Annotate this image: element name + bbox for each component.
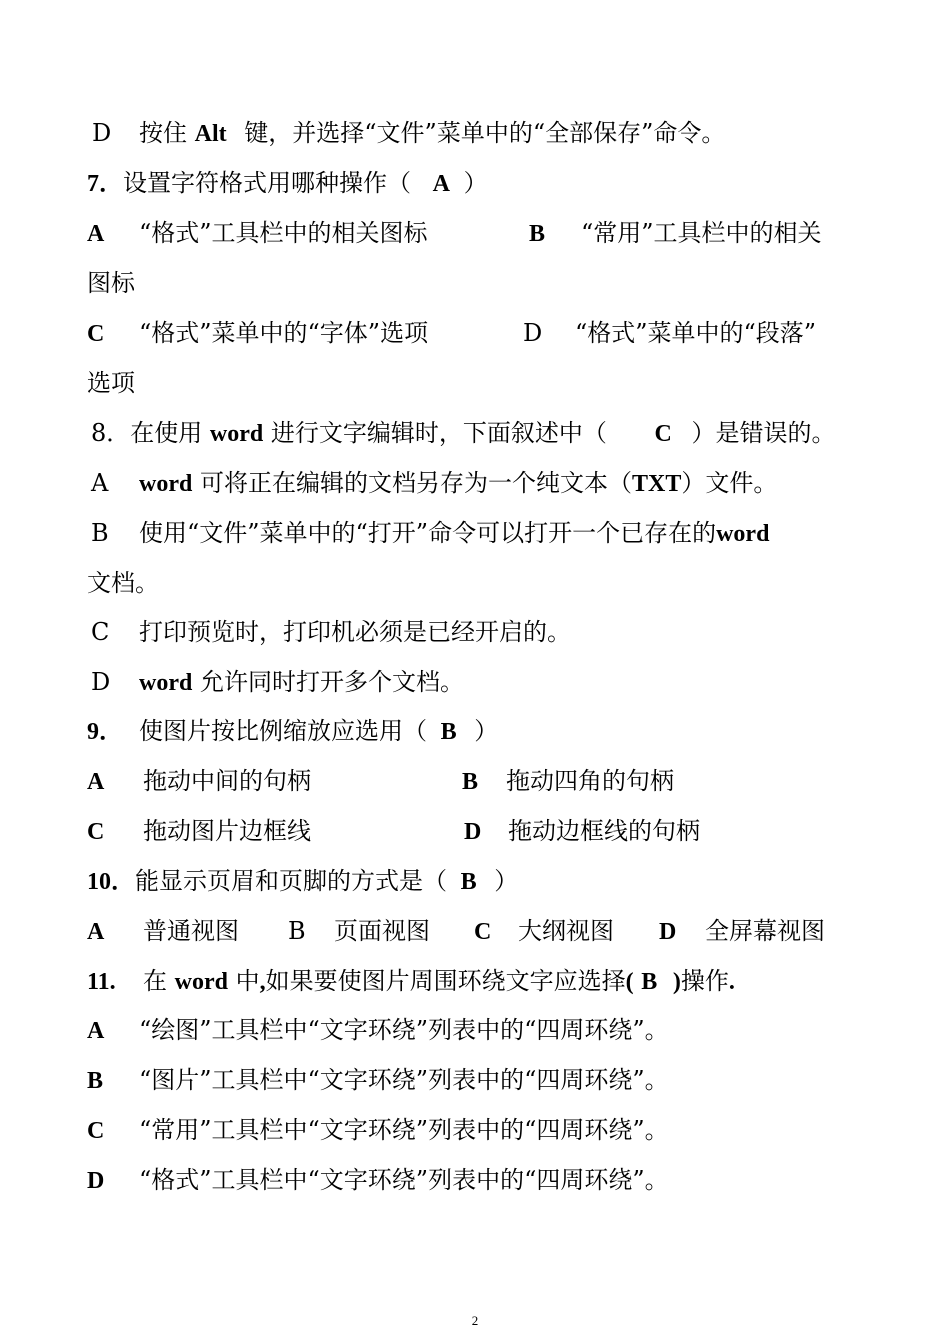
bracket: ） xyxy=(463,169,488,197)
answer: B xyxy=(460,869,477,895)
question-text: 设置字符格式用哪种操作（ xyxy=(123,169,411,197)
question-11 xyxy=(87,966,735,997)
question-9 xyxy=(87,716,498,747)
question-text: 进行文字编辑时，下面叙述中（ xyxy=(270,419,607,447)
question-number: 7． xyxy=(87,171,123,197)
option-label: C xyxy=(87,819,105,845)
punctuation: . xyxy=(728,969,735,995)
option-label: B xyxy=(288,917,306,945)
option-text: 拖动边框线的句柄 xyxy=(508,817,700,845)
option-label: C xyxy=(91,618,110,646)
question-number: 9． xyxy=(87,719,123,745)
q10-option-c xyxy=(474,916,614,947)
q10-option-d xyxy=(659,916,825,947)
option-label: A xyxy=(91,469,109,497)
option-label: A xyxy=(87,221,105,247)
q8-option-a xyxy=(87,468,777,499)
option-text: “图片”工具栏中“文字环绕”列表中的“四周环绕”。 xyxy=(139,1066,669,1094)
keyword: word xyxy=(716,521,770,547)
option-text: “格式”工具栏中的相关图标 xyxy=(139,219,428,247)
q9-option-a xyxy=(87,766,311,797)
q8-option-d xyxy=(87,667,464,698)
option-text: 页面视图 xyxy=(334,917,430,945)
keyword: TXT xyxy=(631,471,682,497)
answer: B xyxy=(440,719,457,745)
question-8 xyxy=(91,418,836,449)
q8-option-b xyxy=(87,518,769,549)
option-label: B xyxy=(91,519,109,547)
option-label: D xyxy=(87,1168,105,1194)
q9-option-c xyxy=(87,816,311,847)
option-label: B xyxy=(529,221,546,247)
option-label: C xyxy=(474,919,492,945)
q11-option-c xyxy=(87,1115,669,1146)
option-text: 大纲视图 xyxy=(518,917,614,945)
keyword: Alt xyxy=(194,121,227,147)
punctuation: , xyxy=(259,969,266,995)
answer: A xyxy=(432,171,450,197)
q7-option-b xyxy=(529,218,822,249)
option-text: 打印预览时，打印机必须是已经开启的。 xyxy=(139,618,571,646)
question-text: ）是错误的。 xyxy=(691,419,836,447)
question-10 xyxy=(87,866,518,897)
question-number: 11. xyxy=(87,969,116,995)
q11-option-a xyxy=(87,1015,669,1046)
option-label: D xyxy=(464,819,482,845)
answer: B xyxy=(641,969,658,995)
option-text: 可将正在编辑的文档另存为一个纯文本（ xyxy=(199,469,632,497)
option-label: A xyxy=(87,919,105,945)
option-label: B xyxy=(87,1068,104,1094)
q11-option-d xyxy=(87,1165,669,1196)
option-label: D xyxy=(92,119,112,147)
option-text: 拖动图片边框线 xyxy=(143,817,311,845)
option-text: 全屏幕视图 xyxy=(705,917,825,945)
question-text: 如果要使图片周围环绕文字应选择 xyxy=(265,967,626,995)
option-label: D xyxy=(523,319,543,347)
page-number: 2 xyxy=(471,1313,479,1328)
option-label: A xyxy=(87,769,105,795)
keyword: word xyxy=(209,421,264,447)
question-text: 使图片按比例缩放应选用（ xyxy=(139,717,427,745)
continuation: 图标 xyxy=(87,269,135,297)
option-text: 使用“文件”菜单中的“打开”命令可以打开一个已存在的 xyxy=(139,519,717,547)
option-text: 普通视图 xyxy=(143,917,239,945)
bracket: ( xyxy=(625,969,634,995)
q10-option-b xyxy=(288,916,430,946)
option-text: 允许同时打开多个文档。 xyxy=(199,668,464,696)
q11-option-b xyxy=(87,1065,669,1096)
q7-options-cd xyxy=(87,318,428,349)
answer: C xyxy=(654,421,672,447)
option-label: C xyxy=(87,1118,105,1144)
question-number: 8．在使用 xyxy=(91,419,203,447)
q10-option-a xyxy=(87,916,239,947)
option-label: C xyxy=(87,321,105,347)
option-d-line xyxy=(87,118,725,149)
option-text: 按住 xyxy=(139,119,187,147)
option-text: “格式”菜单中的“段落” xyxy=(575,319,817,347)
option-text: “格式”工具栏中“文字环绕”列表中的“四周环绕”。 xyxy=(139,1166,669,1194)
q9-option-b xyxy=(462,766,674,797)
option-text: 拖动四角的句柄 xyxy=(506,767,674,795)
question-text: 能显示页眉和页脚的方式是（ xyxy=(135,867,447,895)
q9-option-d xyxy=(464,816,700,847)
keyword: word xyxy=(139,670,193,696)
option-label: B xyxy=(462,769,479,795)
option-label: D xyxy=(659,919,677,945)
question-text: 中 xyxy=(235,967,260,995)
option-label: A xyxy=(87,1018,105,1044)
q7-options-ab xyxy=(87,218,428,249)
continuation: 选项 xyxy=(87,369,135,397)
option-text: “格式”菜单中的“字体”选项 xyxy=(139,319,429,347)
question-text: 在 xyxy=(143,967,167,995)
keyword: word xyxy=(139,471,193,497)
q7-option-d xyxy=(523,318,816,348)
option-text: “绘图”工具栏中“文字环绕”列表中的“四周环绕”。 xyxy=(139,1016,669,1044)
q8-option-c xyxy=(87,617,571,647)
continuation: 文档。 xyxy=(87,569,159,597)
question-number: 10． xyxy=(87,869,135,895)
option-label: D xyxy=(91,668,111,696)
option-text: 拖动中间的句柄 xyxy=(143,767,311,795)
question-text: 操作 xyxy=(680,967,729,995)
keyword: word xyxy=(174,969,228,995)
option-text: ）文件。 xyxy=(681,469,778,497)
bracket: ） xyxy=(494,867,519,895)
question-7 xyxy=(87,168,488,199)
bracket: ) xyxy=(672,969,681,995)
bracket: ） xyxy=(474,717,499,745)
option-text: 键，并选择“文件”菜单中的“全部保存”命令。 xyxy=(244,119,726,147)
option-text: “常用”工具栏中的相关 xyxy=(581,219,822,247)
option-text: “常用”工具栏中“文字环绕”列表中的“四周环绕”。 xyxy=(139,1116,669,1144)
